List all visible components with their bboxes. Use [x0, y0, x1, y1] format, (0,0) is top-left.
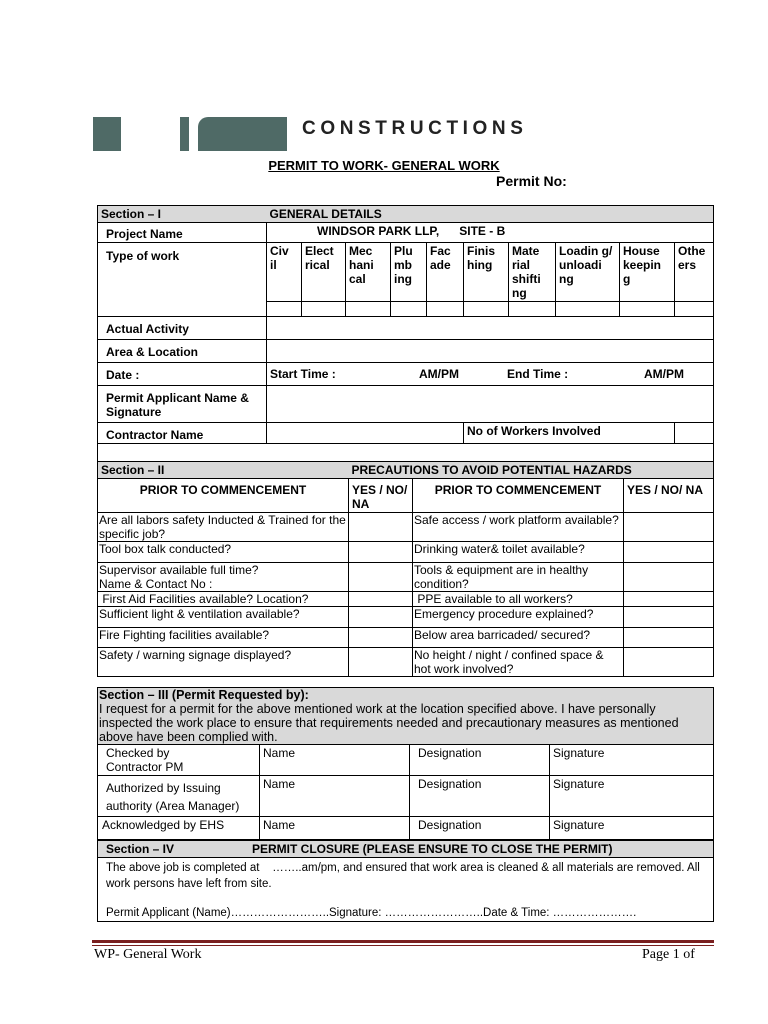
hazard-right-2: Tools & equipment are in healthy condition? — [413, 563, 624, 592]
signoff-signature-2[interactable]: Signature — [550, 817, 714, 840]
end-time-label: End Time : — [507, 367, 569, 381]
contractor-label: Contractor Name — [98, 423, 267, 444]
col-yes-left: YES / NO/ NA — [349, 479, 413, 513]
col-prior-left: PRIOR TO COMMENCEMENT — [98, 479, 349, 513]
hazard-answer-left-2[interactable] — [349, 563, 413, 592]
section-4-heading: PERMIT CLOSURE (PLEASE ENSURE TO CLOSE THE PERMIT) — [249, 841, 714, 858]
hazard-answer-right-1[interactable] — [624, 542, 714, 563]
start-ampm: AM/PM — [419, 367, 459, 381]
hazard-answer-right-0[interactable] — [624, 513, 714, 542]
area-location-field[interactable] — [267, 340, 714, 363]
project-name-label: Project Name — [98, 223, 267, 243]
section-1-heading: GENERAL DETAILS — [267, 206, 714, 223]
work-type-finishing: Finis hing — [464, 243, 509, 302]
section-3-text: I request for a permit for the above mentioned work at the location specified above. I have personally inspected the work place to ensure that requirements needed and precautionary measures as mentioned above have been complied with. — [99, 702, 679, 744]
section-2-table — [97, 461, 714, 677]
work-type-material-shifting: Mate rial shifti ng — [509, 243, 556, 302]
hazard-right-1: Drinking water& toilet available? — [413, 542, 624, 563]
signoff-who-1: Authorized by Issuing authority (Area Manager) — [98, 776, 260, 817]
closure-statement: The above job is completed at ……..am/pm, and ensured that work area is cleaned & all materials are removed. All work persons have left from site. — [106, 862, 704, 890]
hazard-left-4: Sufficient light & ventilation available? — [98, 607, 349, 628]
area-location-label: Area & Location — [98, 340, 267, 363]
hazard-answer-right-3[interactable] — [624, 592, 714, 607]
signoff-designation-0[interactable]: Designation — [410, 745, 550, 776]
footer-document-name: WP- General Work — [94, 947, 202, 962]
time-row — [267, 363, 714, 386]
section-3-intro — [98, 688, 714, 745]
permit-number-label: Permit No: — [496, 173, 567, 189]
footer-rule-thick — [92, 940, 714, 943]
signoff-name-1[interactable]: Name — [260, 776, 410, 817]
workers-involved-label: No of Workers Involved — [464, 423, 675, 444]
start-time-label: Start Time : — [270, 367, 336, 381]
section-1-label: Section – I — [98, 206, 267, 223]
work-type-others: Othe ers — [675, 243, 714, 302]
section-2-label: Section – II — [98, 462, 349, 479]
hazard-answer-right-5[interactable] — [624, 628, 714, 648]
work-check-facade[interactable] — [427, 302, 464, 317]
work-check-material-shifting[interactable] — [509, 302, 556, 317]
contractor-field[interactable] — [267, 423, 464, 444]
footer-page-number: Page 1 of — [642, 947, 695, 962]
signoff-who-2: Acknowledged by EHS — [98, 817, 260, 840]
closure-signature-line[interactable]: Permit Applicant (Name)……………………..Signature: ……………………..Date & Time: …………………. — [106, 907, 637, 919]
signoff-designation-2[interactable]: Designation — [410, 817, 550, 840]
signoff-name-0[interactable]: Name — [260, 745, 410, 776]
actual-activity-field[interactable] — [267, 317, 714, 340]
work-check-loading[interactable] — [556, 302, 620, 317]
applicant-field[interactable] — [267, 386, 714, 423]
hazard-right-3: PPE available to all workers? — [413, 592, 624, 607]
project-name-value: WINDSOR PARK LLP, SITE - B — [267, 223, 714, 243]
hazard-left-6: Safety / warning signage displayed? — [98, 648, 349, 677]
hazard-left-5: Fire Fighting facilities available? — [98, 628, 349, 648]
hazard-answer-left-1[interactable] — [349, 542, 413, 563]
signoff-name-2[interactable]: Name — [260, 817, 410, 840]
hazard-answer-right-6[interactable] — [624, 648, 714, 677]
work-check-finishing[interactable] — [464, 302, 509, 317]
work-check-mechanical[interactable] — [346, 302, 391, 317]
col-yes-right: YES / NO/ NA — [624, 479, 714, 513]
hazard-answer-left-4[interactable] — [349, 607, 413, 628]
section-4-body — [98, 858, 714, 922]
hazard-right-0: Safe access / work platform available? — [413, 513, 624, 542]
hazard-right-6: No height / night / confined space & hot work involved? — [413, 648, 624, 677]
work-check-others[interactable] — [675, 302, 714, 317]
hazard-answer-left-5[interactable] — [349, 628, 413, 648]
work-check-civil[interactable] — [267, 302, 302, 317]
applicant-label: Permit Applicant Name & Signature — [98, 386, 267, 423]
section-3-table — [97, 687, 714, 840]
hazard-left-2: Supervisor available full time? Name & Contact No : — [98, 563, 349, 592]
work-check-electrical[interactable] — [302, 302, 346, 317]
document-title: PERMIT TO WORK- GENERAL WORK — [268, 158, 500, 173]
signoff-signature-1[interactable]: Signature — [550, 776, 714, 817]
signoff-who-0: Checked by Contractor PM — [98, 745, 260, 776]
work-type-civil: Civ il — [267, 243, 302, 302]
logo-block-right — [198, 117, 287, 151]
hazard-answer-left-6[interactable] — [349, 648, 413, 677]
date-label: Date : — [98, 363, 267, 386]
work-type-plumbing: Plu mb ing — [391, 243, 427, 302]
work-type-mechanical: Mec hani cal — [346, 243, 391, 302]
work-check-housekeeping[interactable] — [620, 302, 675, 317]
actual-activity-label: Actual Activity — [98, 317, 267, 340]
hazard-answer-left-0[interactable] — [349, 513, 413, 542]
end-ampm: AM/PM — [644, 367, 684, 381]
work-check-plumbing[interactable] — [391, 302, 427, 317]
hazard-right-5: Below area barricaded/ secured? — [413, 628, 624, 648]
section-3-label: Section – III (Permit Requested by): — [99, 688, 309, 702]
hazard-left-0: Are all labors safety Inducted & Trained for the specific job? — [98, 513, 349, 542]
signoff-designation-1[interactable]: Designation — [410, 776, 550, 817]
work-type-facade: Fac ade — [427, 243, 464, 302]
footer-rule-thin — [92, 945, 714, 946]
work-type-loading: Loadin g/ unloadi ng — [556, 243, 620, 302]
hazard-right-4: Emergency procedure explained? — [413, 607, 624, 628]
hazard-answer-right-4[interactable] — [624, 607, 714, 628]
logo-block-middle — [180, 117, 189, 151]
section-2-heading: PRECAUTIONS TO AVOID POTENTIAL HAZARDS — [349, 462, 714, 479]
hazard-answer-right-2[interactable] — [624, 563, 714, 592]
section-1-table — [97, 205, 714, 465]
section-4-table — [97, 840, 714, 922]
work-type-electrical: Elect rical — [302, 243, 346, 302]
type-of-work-label: Type of work — [98, 243, 267, 317]
company-logo-text: CONSTRUCTIONS — [302, 118, 528, 139]
signoff-signature-0[interactable]: Signature — [550, 745, 714, 776]
hazard-left-3: First Aid Facilities available? Location? — [98, 592, 349, 607]
hazard-answer-left-3[interactable] — [349, 592, 413, 607]
logo-block-left — [93, 117, 121, 151]
workers-involved-field[interactable] — [675, 423, 714, 444]
col-prior-right: PRIOR TO COMMENCEMENT — [413, 479, 624, 513]
work-type-housekeeping: House keepin g — [620, 243, 675, 302]
section-4-label: Section – IV — [98, 841, 250, 858]
hazard-left-1: Tool box talk conducted? — [98, 542, 349, 563]
